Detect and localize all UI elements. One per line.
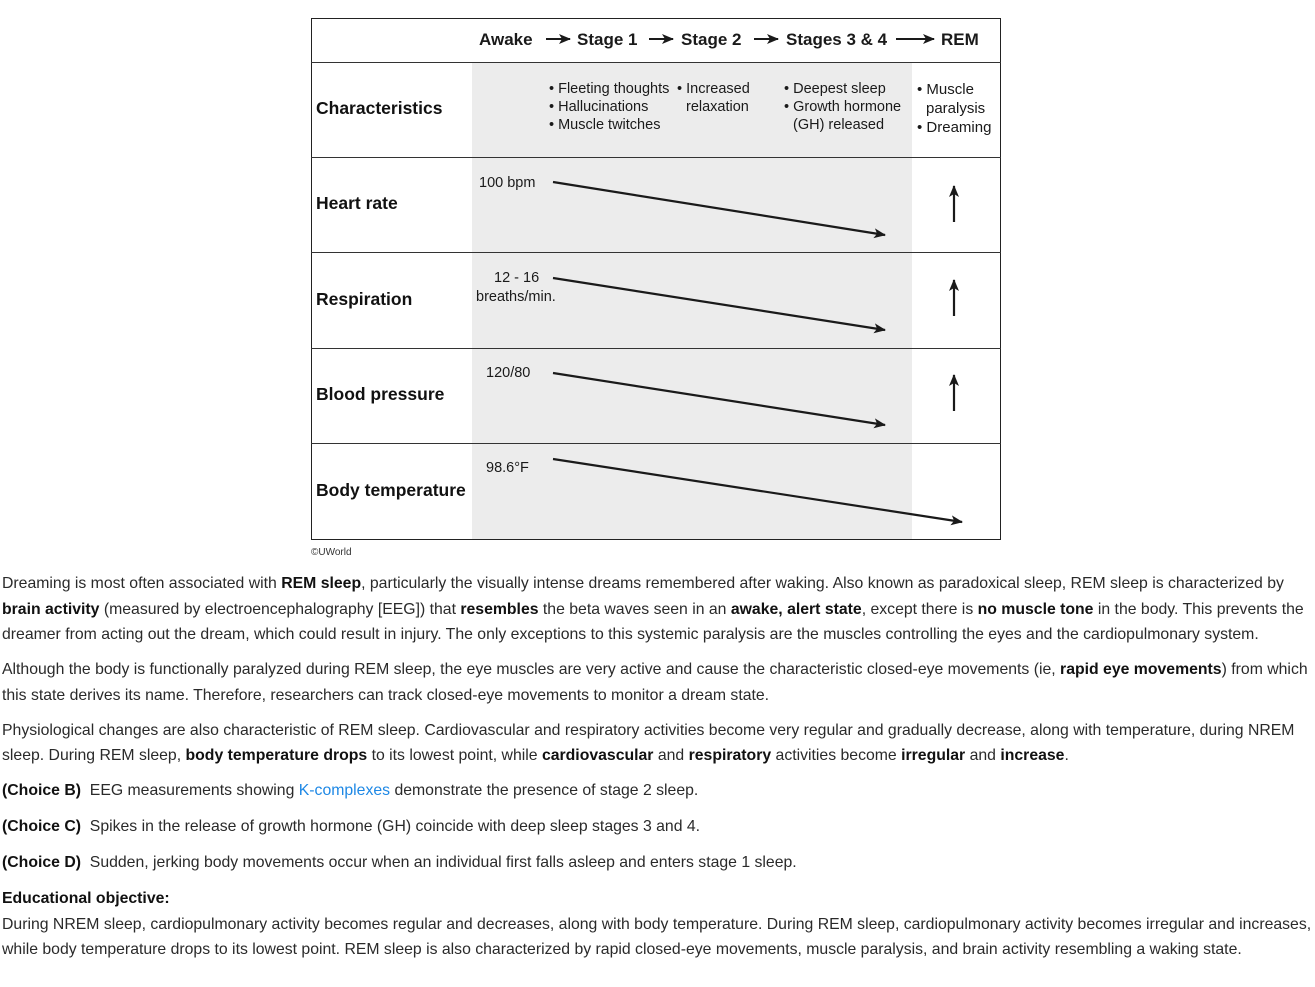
- choice-c-explanation: (Choice C) Spikes in the release of growth hormone (GH) coincide with deep sleep stages 3 and 4.: [2, 818, 701, 835]
- stage2-characteristic: • Increased: [677, 81, 750, 97]
- rem-characteristic: • Dreaming: [917, 119, 992, 136]
- stage34-characteristic: (GH) released: [793, 117, 885, 133]
- sleep-stages-table: [311, 18, 1001, 540]
- paragraph-rem-overview: Dreaming is most often associated with REM sleep, particularly the visually intense dreams remembered after waking. Also known as paradoxical sleep, REM sleep is characterized by brain activity (measured by electroencephalography [EEG]) that resembles the beta waves seen in an awake, alert state, except there is no muscle tone in the body. This prevents the dreamer from acting out the dream, which could result in injury. The only exceptions to this systemic paralysis are the muscles controlling the eyes and the cardiopulmonary system.: [2, 575, 1304, 643]
- educational-objective-text: During NREM sleep, cardiopulmonary activity becomes regular and decreases, along with body temperature. During REM sleep, cardiopulmonary activity becomes irregular and increases, while body temperature drops to its lowest point. REM sleep is also characterized by rapid closed-eye movements, muscle paralysis, and brain activity resembling a waking state.: [2, 915, 1312, 958]
- row-label-characteristics: Characteristics: [316, 98, 443, 118]
- stage1-characteristic: • Hallucinations: [549, 99, 649, 115]
- educational-objective-title: Educational objective:: [2, 890, 170, 907]
- explanation-text: [2, 571, 1313, 963]
- stage-awake: Awake: [479, 30, 533, 49]
- choice-b-explanation: (Choice B) EEG measurements showing K-complexes demonstrate the presence of stage 2 sleep.: [2, 782, 699, 799]
- stage-rem: REM: [941, 30, 979, 49]
- stage34-characteristic: • Growth hormone: [784, 99, 902, 115]
- stage34-characteristic: • Deepest sleep: [784, 81, 886, 97]
- stage-1: Stage 1: [577, 30, 638, 49]
- stage1-characteristic: • Fleeting thoughts: [549, 81, 670, 97]
- stage-2: Stage 2: [681, 30, 742, 49]
- blood-pressure-awake-value: 120/80: [486, 365, 531, 381]
- stage1-characteristic: • Muscle twitches: [549, 117, 661, 133]
- heart-rate-awake-value: 100 bpm: [479, 175, 536, 191]
- k-complexes-link[interactable]: K-complexes: [298, 782, 391, 799]
- rem-characteristic: paralysis: [926, 100, 986, 117]
- respiration-awake-value: breaths/min.: [476, 289, 556, 305]
- paragraph-eye-movements: Although the body is functionally paralyzed during REM sleep, the eye muscles are very active and cause the characteristic closed-eye movements (ie, rapid eye movements) from which this state derives its name. Therefore, researchers can track closed-eye movements to monitor a dream state.: [2, 661, 1308, 704]
- stage2-characteristic: relaxation: [686, 99, 749, 115]
- stage-3-4: Stages 3 & 4: [786, 30, 888, 49]
- row-label-blood-pressure: Blood pressure: [316, 384, 445, 404]
- row-label-respiration: Respiration: [316, 289, 413, 309]
- row-label-heart-rate: Heart rate: [316, 193, 398, 213]
- sleep-stages-figure: [311, 18, 1001, 540]
- choice-d-explanation: (Choice D) Sudden, jerking body movements occur when an individual first falls asleep and enters stage 1 sleep.: [2, 854, 797, 871]
- respiration-awake-value: 12 - 16: [494, 270, 540, 286]
- rem-characteristic: • Muscle: [917, 81, 974, 98]
- paragraph-physiological-changes: Physiological changes are also characteristic of REM sleep. Cardiovascular and respiratory activities become very regular and gradually decrease, along with temperature, during NREM sleep. During REM sleep, body temperature drops to its lowest point, while cardiovascular and respiratory activities become irregular and increase.: [2, 721, 1295, 764]
- copyright-notice: ©UWorld: [311, 547, 352, 558]
- row-label-body-temperature: Body temperature: [316, 480, 466, 500]
- body-temperature-awake-value: 98.6°F: [486, 460, 529, 476]
